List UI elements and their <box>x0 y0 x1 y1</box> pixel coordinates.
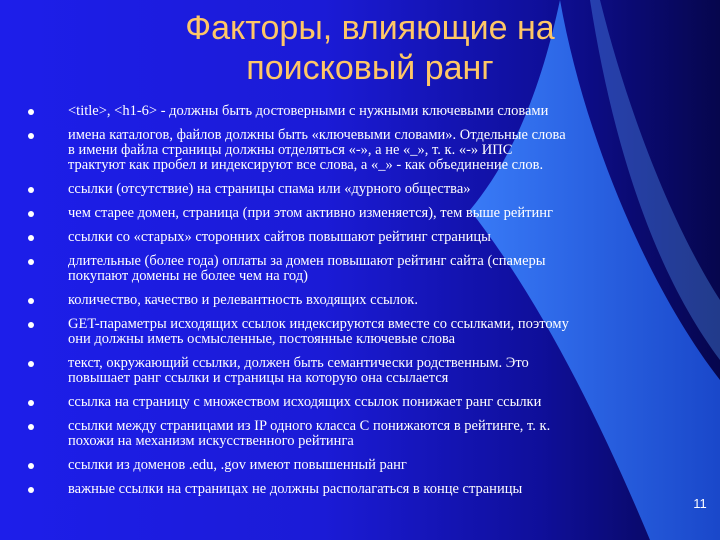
bullet-item <box>22 104 706 119</box>
bullet-item <box>22 230 706 245</box>
bullet-text: GET-параметры исходящих ссылок индексируются вместе со ссылками, поэтому они должны иметь осмысленные, постоянные ключевые слова <box>68 316 569 347</box>
bullet-text: ссылки между страницами из IP одного класса C понижаются в рейтинге, т. к. похожи на механизм искусственного рейтинга <box>68 418 551 449</box>
bullet-dot-icon <box>28 235 34 241</box>
bullet-item <box>22 419 706 449</box>
bullet-dot-icon <box>28 187 34 193</box>
title-line-1: Факторы, влияющие на <box>185 9 555 47</box>
bullet-dot-icon <box>28 298 34 304</box>
bullet-list <box>22 104 706 506</box>
bullet-dot-icon <box>28 424 34 430</box>
bullet-text: имена каталогов, файлов должны быть «ключевыми словами». Отдельные слова в имени файла страницы должны отделяться «-», а не «_», т. к. «-» ИПС трактуют как пробел и индексируют все слова, а «_» - как объединение слов. <box>68 127 566 173</box>
bullet-text: важные ссылки на страницах не должны располагаться в конце страницы <box>68 481 523 497</box>
bullet-text: длительные (более года) оплаты за домен повышают рейтинг сайта (спамеры покупают домены не более чем на год) <box>68 253 546 284</box>
bullet-item <box>22 206 706 221</box>
bullet-text: ссылки (отсутствие) на страницы спама или «дурного общества» <box>68 181 471 197</box>
bullet-dot-icon <box>28 361 34 367</box>
bullet-text: текст, окружающий ссылки, должен быть семантически родственным. Это повышает ранг ссылки и страницы на которую она ссылается <box>68 355 529 386</box>
bullet-dot-icon <box>28 211 34 217</box>
page-number: 11 <box>693 496 707 511</box>
bullet-dot-icon <box>28 400 34 406</box>
bullet-item <box>22 254 706 284</box>
bullet-dot-icon <box>28 463 34 469</box>
bullet-text: ссылки из доменов .edu, .gov имеют повышенный ранг <box>68 457 407 473</box>
title-line-2: поисковый ранг <box>246 49 494 87</box>
bullet-text: <title>, <h1-6> - должны быть достоверными с нужными ключевыми словами <box>68 103 549 119</box>
bullet-item <box>22 356 706 386</box>
bullet-item <box>22 395 706 410</box>
slide-title <box>100 8 640 88</box>
bullet-dot-icon <box>28 109 34 115</box>
bullet-text: чем старее домен, страница (при этом активно изменяется), тем выше рейтинг <box>68 205 553 221</box>
bullet-text: ссылки со «старых» сторонних сайтов повышают рейтинг страницы <box>68 229 491 245</box>
bullet-dot-icon <box>28 322 34 328</box>
bullet-item <box>22 482 706 497</box>
bullet-item <box>22 293 706 308</box>
bullet-text: количество, качество и релевантность входящих ссылок. <box>68 292 418 308</box>
bullet-item <box>22 317 706 347</box>
bullet-dot-icon <box>28 259 34 265</box>
bullet-item <box>22 128 706 173</box>
bullet-item <box>22 458 706 473</box>
bullet-dot-icon <box>28 133 34 139</box>
bullet-dot-icon <box>28 487 34 493</box>
bullet-text: ссылка на страницу с множеством исходящих ссылок понижает ранг ссылки <box>68 394 542 410</box>
bullet-item <box>22 182 706 197</box>
